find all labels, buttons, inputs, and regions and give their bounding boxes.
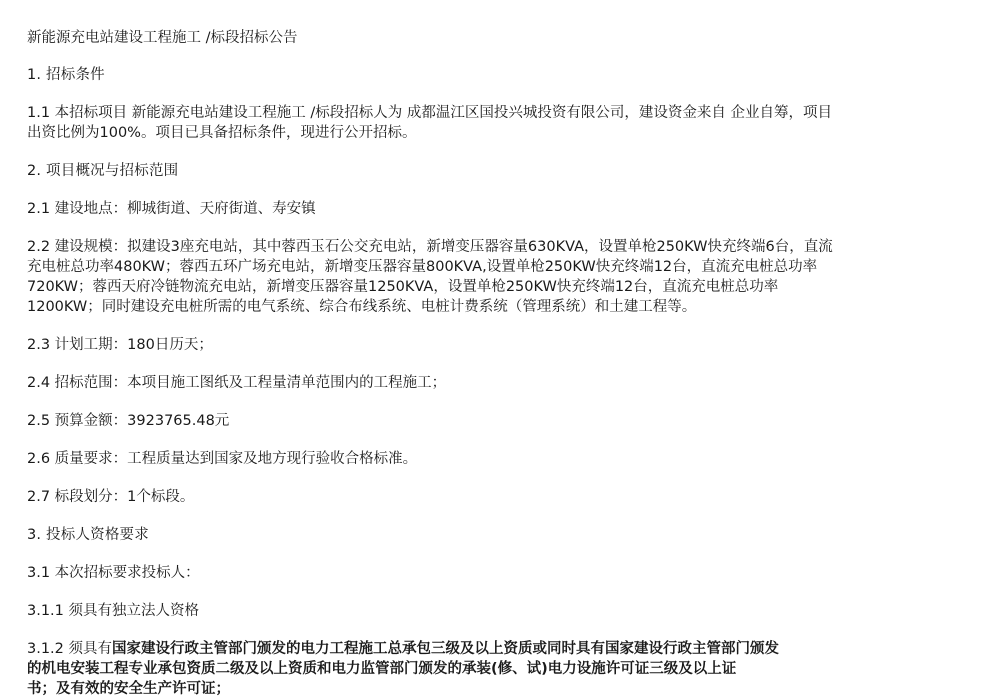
section-1-heading: 1. 招标条件 [27, 67, 105, 83]
section-2-5-paragraph: 2.5 预算金额：3923765.48元 [27, 413, 230, 429]
paragraph-line: 的机电安装工程专业承包资质二级及以上资质和电力监管部门颁发的承装(修、试)电力设施许可证三级及以上证 [27, 661, 737, 677]
paragraph-prefix: 3.1.2 须具有 [27, 641, 113, 657]
section-2-1-paragraph: 2.1 建设地点：柳城街道、天府街道、寿安镇 [27, 201, 316, 217]
paragraph-line: 1200KW；同时建设充电桩所需的电气系统、综合布线系统、电桩计费系统（管理系统）和土建工程等。 [27, 299, 697, 315]
section-2-2-paragraph [27, 237, 970, 317]
paragraph-line [27, 639, 970, 659]
section-3-1-1-paragraph: 3.1.1 须具有独立法人资格 [27, 603, 200, 619]
section-2-heading: 2. 项目概况与招标范围 [27, 163, 179, 179]
section-3-1-2-paragraph [27, 639, 970, 699]
paragraph-line: 出资比例为100%。项目已具备招标条件，现进行公开招标。 [27, 125, 417, 141]
section-3-heading: 3. 投标人资格要求 [27, 527, 149, 543]
paragraph-line: 2.2 建设规模：拟建设3座充电站，其中蓉西玉石公交充电站，新增变压器容量630KVA，设置单枪250KW快充终端6台，直流 [27, 239, 833, 255]
section-1-1-paragraph [27, 103, 970, 143]
paragraph-line: 720KW；蓉西天府冷链物流充电站，新增变压器容量1250KVA，设置单枪250KW快充终端12台，直流充电桩总功率 [27, 279, 779, 295]
section-3-1-paragraph: 3.1 本次招标要求投标人： [27, 565, 200, 581]
section-2-7-paragraph: 2.7 标段划分：1个标段。 [27, 489, 195, 505]
paragraph-line: 书；及有效的安全生产许可证； [27, 681, 230, 697]
document-title: 新能源充电站建设工程施工 /标段招标公告 [27, 30, 298, 46]
paragraph-bold-text: 国家建设行政主管部门颁发的电力工程施工总承包三级及以上资质或同时具有国家建设行政主管部门颁发 [112, 641, 780, 657]
paragraph-line: 充电桩总功率480KW；蓉西五环广场充电站，新增变压器容量800KVA,设置单枪250KW快充终端12台，直流充电桩总功率 [27, 259, 818, 275]
paragraph-line: 1.1 本招标项目 新能源充电站建设工程施工 /标段招标人为 成都温江区国投兴城投资有限公司，建设资金来自 企业自筹，项目 [27, 105, 832, 121]
section-2-4-paragraph: 2.4 招标范围：本项目施工图纸及工程量清单范围内的工程施工； [27, 375, 447, 391]
section-2-6-paragraph: 2.6 质量要求：工程质量达到国家及地方现行验收合格标准。 [27, 451, 418, 467]
section-2-3-paragraph: 2.3 计划工期：180日历天； [27, 337, 213, 353]
